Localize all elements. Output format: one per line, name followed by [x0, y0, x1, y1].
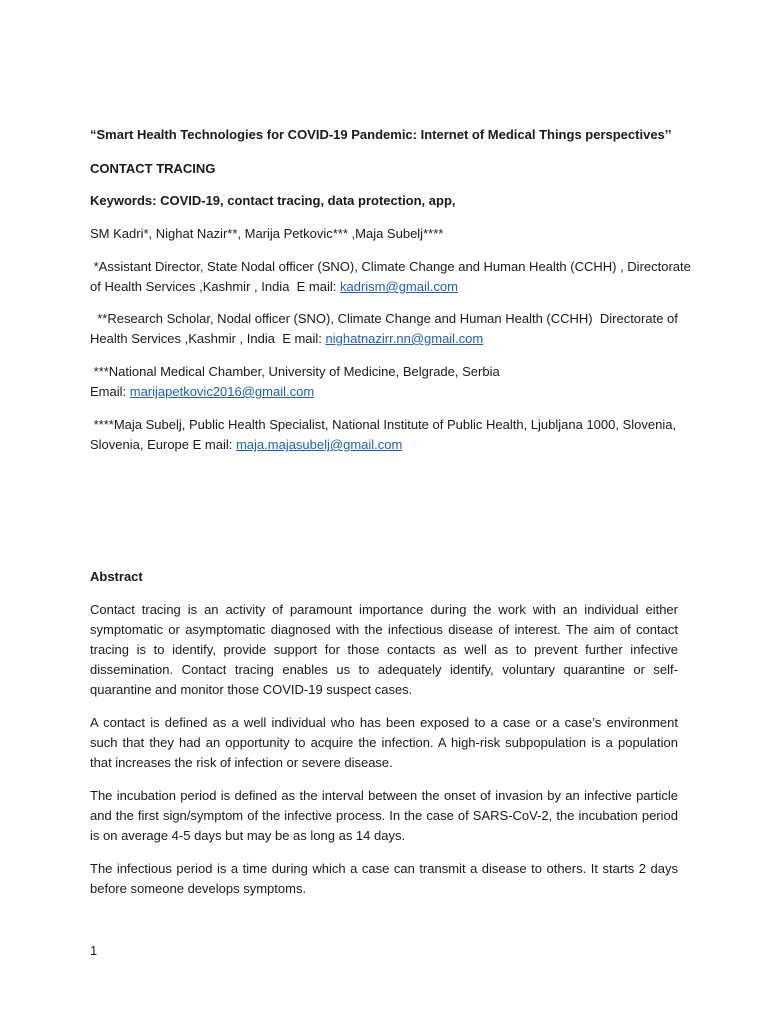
- paper-title: “Smart Health Technologies for COVID-19 Pandemic: Internet of Medical Things perspectives’’: [90, 127, 672, 142]
- email-link-kadri[interactable]: kadrism@gmail.com: [339, 279, 458, 294]
- authors-line: SM Kadri*, Nighat Nazir**, Marija Petkovic*** ,Maja Subelj****: [90, 226, 444, 241]
- affiliation-1-line1: *Assistant Director, State Nodal officer (SNO), Climate Change and Human Health (CCHH) , Directorate: [90, 259, 691, 274]
- abstract-paragraph-2: A contact is defined as a well individual who has been exposed to a case or a case’s environment such that they had an opportunity to acquire the infection. A high-risk subpopulation is a population that increases the risk of infection or severe disease.: [90, 715, 678, 770]
- affiliation-2-prefix: Health Services ,Kashmir , India E mail:: [90, 331, 326, 346]
- affiliation-3: [90, 362, 678, 402]
- email-link-nazir[interactable]: nighatnazirr.nn@gmail.com: [325, 331, 484, 346]
- email-link-petkovic[interactable]: marijapetkovic2016@gmail.com: [129, 384, 315, 399]
- abstract-heading: Abstract: [90, 569, 143, 584]
- email-link-subelj[interactable]: maja.majasubelj@gmail.com: [235, 437, 403, 452]
- affiliation-2: [90, 309, 678, 349]
- abstract-paragraph-1: Contact tracing is an activity of paramount importance during the work with an individual either symptomatic or asymptomatic diagnosed with the infectious disease of interest. The aim of contact tracing is to identify, provide support for those contacts as well as to prevent further infective dissemination. Contact tracing enables us to adequately identify, voluntary quarantine or self-quarantine and monitor those COVID-19 suspect cases.: [90, 602, 678, 697]
- affiliation-4-line1: ****Maja Subelj, Public Health Specialist, National Institute of Public Health, Ljubljana 1000, Slovenia,: [90, 417, 677, 432]
- affiliation-2-line2: [90, 329, 678, 349]
- affiliation-4-line2: [90, 435, 678, 455]
- section-heading: CONTACT TRACING: [90, 161, 216, 176]
- affiliation-3-line1: ***National Medical Chamber, University of Medicine, Belgrade, Serbia: [90, 364, 500, 379]
- affiliation-1-prefix: of Health Services ,Kashmir , India E mail:: [90, 279, 340, 294]
- affiliation-3-prefix: Email:: [90, 384, 130, 399]
- affiliation-4-prefix: Slovenia, Europe E mail:: [90, 437, 236, 452]
- abstract-paragraph-3: The incubation period is defined as the interval between the onset of invasion by an infective particle and the first sign/symptom of the infective process. In the case of SARS-CoV-2, the incubation period is on average 4-5 days but may be as long as 14 days.: [90, 788, 678, 843]
- affiliation-2-line1: **Research Scholar, Nodal officer (SNO), Climate Change and Human Health (CCHH) Directorate of: [90, 311, 678, 326]
- abstract-paragraph-4: The infectious period is a time during which a case can transmit a disease to others. It starts 2 days before someone develops symptoms.: [90, 861, 678, 896]
- page-number: 1: [90, 943, 98, 958]
- affiliation-3-line2: [90, 382, 678, 402]
- affiliation-1: [90, 257, 691, 297]
- affiliation-1-line2: [90, 277, 678, 297]
- affiliation-4: [90, 415, 678, 455]
- keywords-line: Keywords: COVID-19, contact tracing, data protection, app,: [90, 193, 456, 208]
